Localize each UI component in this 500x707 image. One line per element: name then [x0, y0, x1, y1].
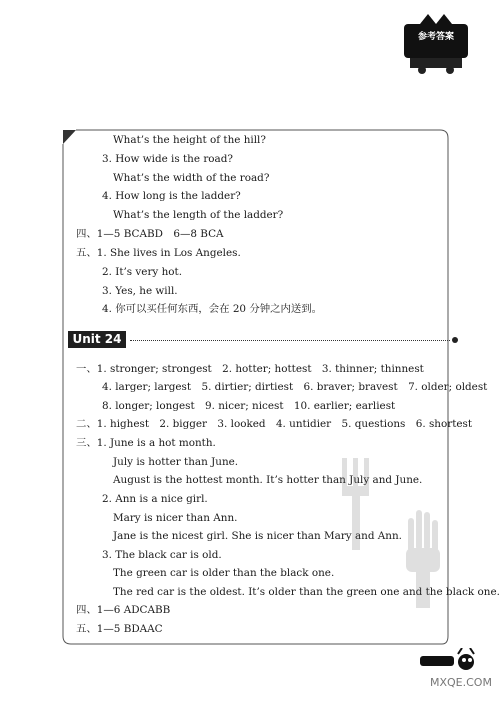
answer-line: 五、1—5 BDAAC [76, 623, 163, 635]
answer-line: July is hotter than June. [113, 456, 239, 468]
answer-line: 二、1. highest 2. bigger 3. looked 4. untidier 5. questions 6. shortest [76, 418, 473, 430]
answer-line: 2. It’s very hot. [102, 266, 183, 278]
answer-line: What’s the width of the road? [113, 172, 270, 184]
answer-line: August is the hottest month. It’s hotter than July and June. [113, 474, 423, 486]
answer-line: 4. larger; largest 5. dirtier; dirtiest 6. braver; bravest 7. older; oldest [102, 381, 488, 393]
answer-line: 3. How wide is the road? [102, 153, 233, 165]
answer-line: The green car is older than the black one. [113, 567, 335, 579]
answer-line: 4. 你可以买任何东西，会在 20 分钟之内送到。 [102, 303, 323, 315]
answer-line: 2. Ann is a nice girl. [102, 493, 208, 505]
answer-line: 五、1. She lives in Los Angeles. [76, 247, 241, 259]
answer-line: 四、1—6 ADCABB [76, 604, 171, 616]
answer-badge-label: 参考答案 [417, 32, 454, 42]
answer-line: 四、1—5 BCABD 6—8 BCA [76, 228, 224, 240]
unit-divider-end [452, 337, 458, 343]
answer-line: Jane is the nicest girl. She is nicer than Mary and Ann. [113, 530, 402, 542]
hand-watermark-icon [402, 510, 446, 608]
answer-line: 3. The black car is old. [102, 549, 222, 561]
answer-line: The red car is the oldest. It’s older than the green one and the black one. [113, 586, 500, 598]
fork-watermark-icon [338, 458, 374, 550]
footer-site-mark: MXQE.COM [430, 676, 492, 689]
answer-line: Mary is nicer than Ann. [113, 512, 238, 524]
answer-line: 4. How long is the ladder? [102, 190, 241, 202]
answer-line: What’s the length of the ladder? [113, 209, 284, 221]
unit-divider [130, 340, 450, 341]
unit-title: Unit 24 [68, 331, 126, 348]
answer-line: 3. Yes, he will. [102, 285, 178, 297]
answer-line: 8. longer; longest 9. nicer; nicest 10. earlier; earliest [102, 400, 396, 412]
answer-line: What’s the height of the hill? [113, 134, 266, 146]
answer-line: 三、1. June is a hot month. [76, 437, 216, 449]
answer-line: 一、1. stronger; strongest 2. hotter; hottest 3. thinner; thinnest [76, 363, 424, 375]
